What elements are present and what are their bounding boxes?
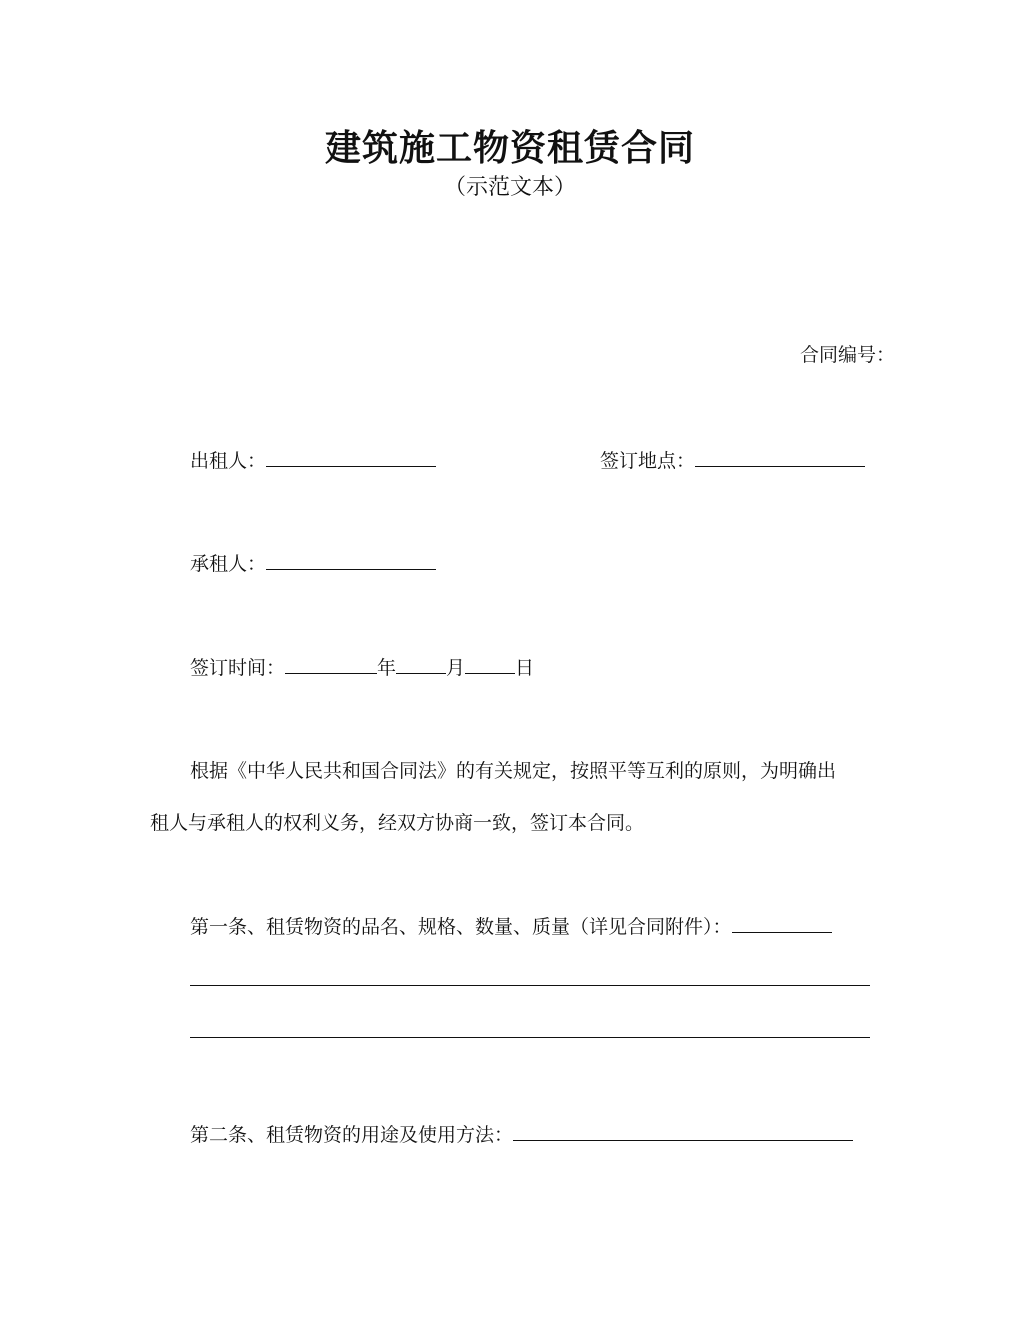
article-1-line-3[interactable] <box>190 1037 870 1038</box>
preamble-line-1: 根据《中华人民共和国合同法》的有关规定，按照平等互利的原则，为明确出 <box>190 760 837 782</box>
article-2 <box>190 1122 853 1147</box>
article-1-line-2[interactable] <box>190 985 870 986</box>
lessee-blank[interactable] <box>266 551 436 570</box>
sign-place-blank[interactable] <box>695 448 865 467</box>
lessor-field <box>190 448 436 473</box>
year-label: 年 <box>377 657 397 679</box>
lessee-field <box>190 551 436 576</box>
day-blank[interactable] <box>465 655 515 674</box>
document-title: 建筑施工物资租赁合同 <box>324 128 695 169</box>
day-label: 日 <box>515 657 535 679</box>
month-blank[interactable] <box>396 655 446 674</box>
article-1-blank[interactable] <box>732 914 832 933</box>
article-2-text: 第二条、租赁物资的用途及使用方法： <box>190 1124 514 1146</box>
sign-place-field <box>600 448 865 473</box>
lessee-label: 承租人： <box>190 553 267 575</box>
article-2-blank[interactable] <box>513 1122 853 1141</box>
year-blank[interactable] <box>285 655 377 674</box>
sign-time-label: 签订时间： <box>190 657 286 679</box>
article-1 <box>190 914 832 939</box>
sign-place-label: 签订地点： <box>600 450 696 472</box>
contract-number-label: 合同编号： <box>800 344 896 366</box>
month-label: 月 <box>446 657 466 679</box>
preamble-line-2: 租人与承租人的权利义务，经双方协商一致，签订本合同。 <box>150 812 645 834</box>
lessor-label: 出租人： <box>190 450 267 472</box>
article-1-text: 第一条、租赁物资的品名、规格、数量、质量（详见合同附件）： <box>190 916 732 938</box>
document-subtitle: （示范文本） <box>443 175 576 200</box>
sign-time-field <box>190 655 534 680</box>
lessor-blank[interactable] <box>266 448 436 467</box>
